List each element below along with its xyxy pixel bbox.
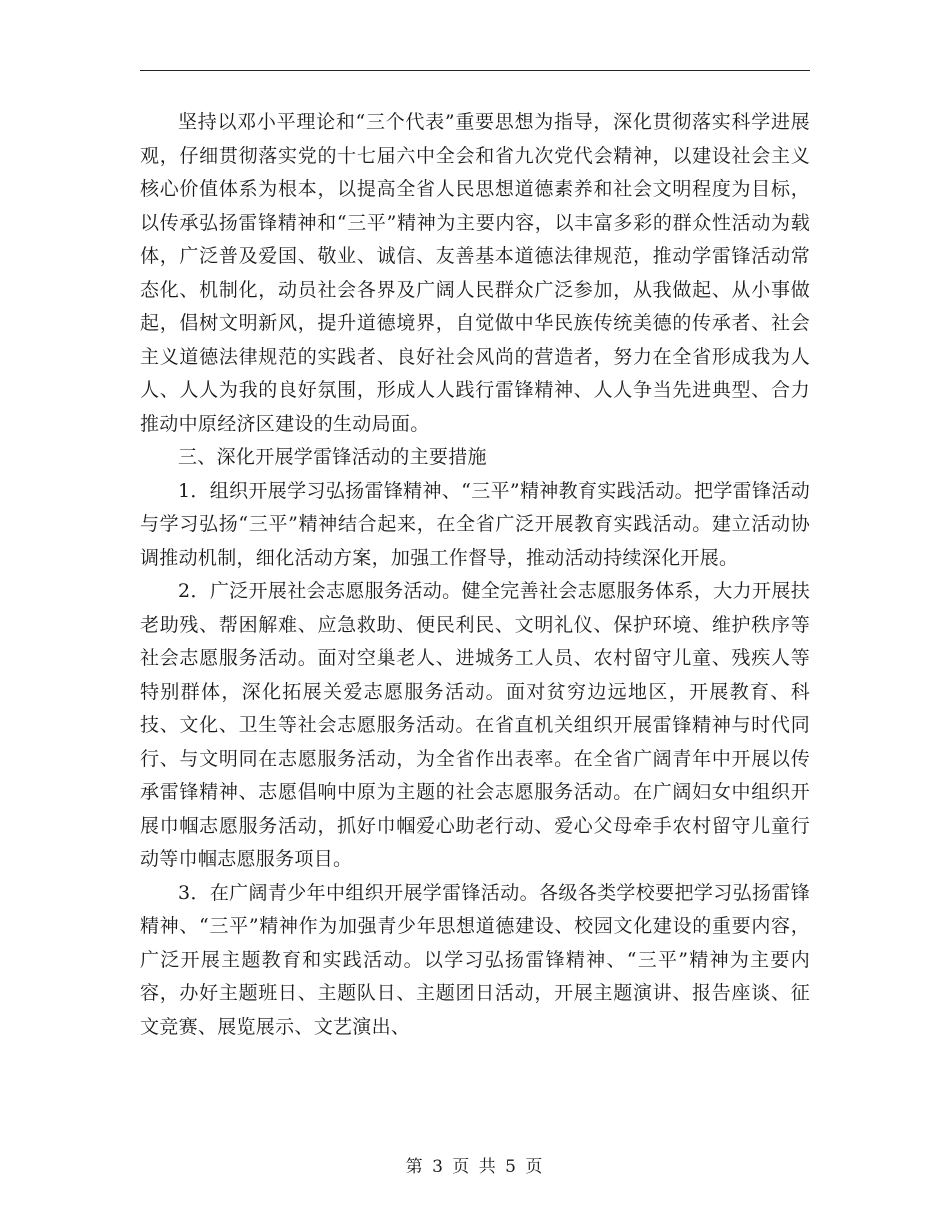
paragraph-measure-2: 2．广泛开展社会志愿服务活动。健全完善社会志愿服务体系，大力开展扶老助残、帮困解难、应急救助、便民利民、文明礼仪、保护环境、维护秩序等社会志愿服务活动。面对空巢老人、进城务工人员、农村留守儿童、残疾人等特别群体，深化拓展关爱志愿服务活动。面对贫穷边远地区，开展教育、科技、文化、卫生等社会志愿服务活动。在省直机关组织开展雷锋精神与时代同行、与文明同在志愿服务活动，为全省作出表率。在全省广阔青年中开展以传承雷锋精神、志愿倡响中原为主题的社会志愿服务活动。在广阔妇女中组织开展巾帼志愿服务活动，抓好巾帼爱心助老行动、爱心父母牵手农村留守儿童行动等巾帼志愿服务项目。 xyxy=(140,580,810,870)
page-number-footer: 第 3 页 共 5 页 xyxy=(405,1157,545,1177)
section-heading-measures: 三、深化开展学雷锋活动的主要措施 xyxy=(178,446,487,468)
paragraph-measure-3: 3．在广阔青少年中组织开展学雷锋活动。各级各类学校要把学习弘扬雷锋精神、“三平”精神作为加强青少年思想道德建设、校园文化建设的重要内容，广泛开展主题教育和实践活动。以学习弘扬雷锋精神、“三平”精神为主要内容，办好主题班日、主题队日、主题团日活动，开展主题演讲、报告座谈、征文竞赛、展览展示、文艺演出、 xyxy=(140,881,810,1038)
paragraph-guiding-principle: 坚持以邓小平理论和“三个代表”重要思想为指导，深化贯彻落实科学进展观，仔细贯彻落实党的十七届六中全会和省九次党代会精神，以建设社会主义核心价值体系为根本，以提高全省人民思想道德素养和社会文明程度为目标，以传承弘扬雷锋精神和“三平”精神为主要内容，以丰富多彩的群众性活动为载体，广泛普及爱国、敬业、诚信、友善基本道德法律规范，推动学雷锋活动常态化、机制化，动员社会各界及广阔人民群众广泛参加，从我做起、从小事做起，倡树文明新风，提升道德境界，自觉做中华民族传统美德的传承者、社会主义道德法律规范的实践者、良好社会风尚的营造者，努力在全省形成我为人人、人人为我的良好氛围，形成人人践行雷锋精神、人人争当先进典型、合力推动中原经济区建设的生动局面。 xyxy=(140,111,810,435)
document-body xyxy=(140,106,810,1044)
paragraph-measure-1: 1．组织开展学习弘扬雷锋精神、“三平”精神教育实践活动。把学雷锋活动与学习弘扬“三平”精神结合起来，在全省广泛开展教育实践活动。建立活动协调推动机制，细化活动方案，加强工作督导，推动活动持续深化开展。 xyxy=(140,479,810,569)
header-rule xyxy=(140,70,810,71)
